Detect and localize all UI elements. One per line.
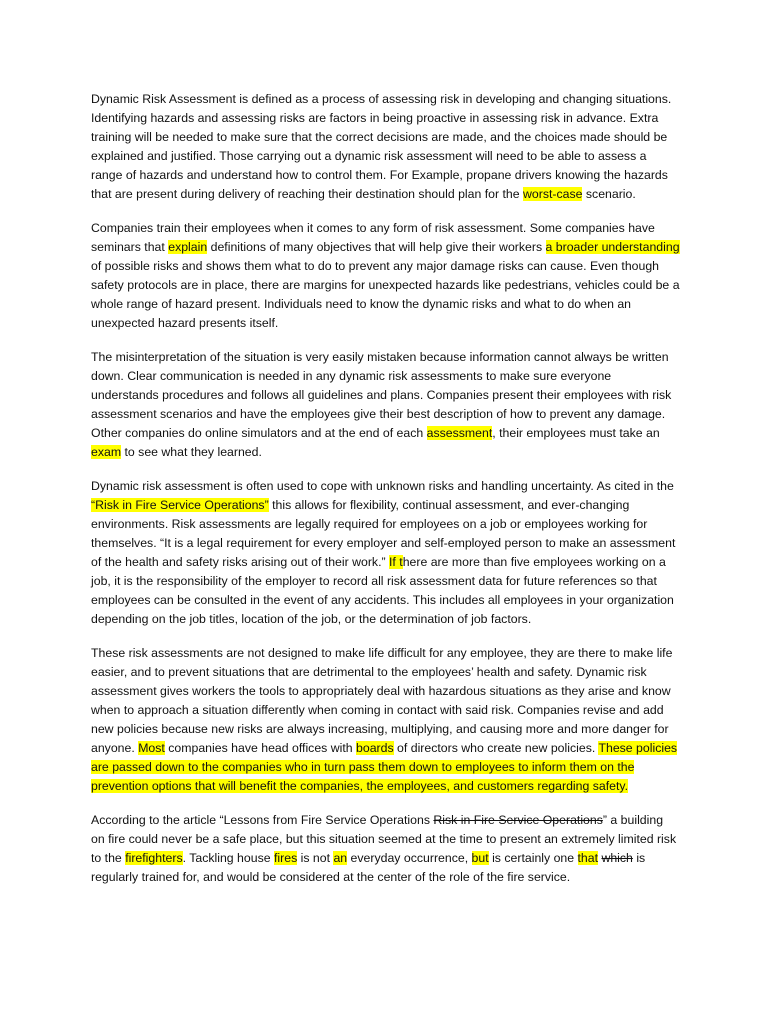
- highlighted-text: boards: [356, 741, 394, 755]
- highlighted-text: firefighters: [125, 851, 183, 865]
- text-run: this allows for flexibility, continual assessment, and ever-changing environments. Risk assessments are legally required for employees on a job or employees working for themselves. “It is a legal requirement for every employer and self-employed person to make an assessment of the health and safety risks arising out of their work.”: [91, 498, 676, 569]
- text-run: Dynamic risk assessment is often used to cope with unknown risks and handling uncertainty. As cited in the: [91, 479, 674, 493]
- text-run: These risk assessments are not designed to make life difficult for any employee, they are there to make life easier, and to prevent situations that are detrimental to the employees’ health and safety. Dynamic risk assessment gives workers the tools to appropriately deal with hazardous situations as they arise and know when to approach a situation differently when coming in contact with said risk. Companies revise and add new policies because new risks are always increasing, multiplying, and causing more and more danger for anyone.: [91, 646, 673, 755]
- text-run: of possible risks and shows them what to do to prevent any major damage risks can cause. Even though safety protocols are in place, there are margins for unexpected hazards like pedestrians, vehicles could be a whole range of hazard present. Individuals need to know the dynamic risks and what to do when an unexpected hazard presents itself.: [91, 259, 680, 330]
- highlighted-text: an: [333, 851, 348, 865]
- text-run: Dynamic Risk Assessment is defined as a process of assessing risk in developing and changing situations. Identifying hazards and assessing risks are factors in being proactive in assessing risk in advance. Extra training will be needed to make sure that the correct decisions are made, and the choices made should be explained and justified. Those carrying out a dynamic risk assessment will need to be able to assess a range of hazards and understand how to control them. For Example, propane drivers knowing the hazards that are present during delivery of reaching their destination should plan for the: [91, 92, 672, 201]
- text-run: Companies train their employees when it comes to any form of risk assessment. Some companies have seminars that: [91, 221, 655, 254]
- highlighted-text: Most: [138, 741, 165, 755]
- text-run: is regularly trained for, and would be considered at the center of the role of the fire service.: [91, 851, 646, 884]
- highlighted-text: “Risk in Fire Service Operations”: [91, 498, 269, 512]
- text-run: is not: [297, 851, 334, 865]
- text-run: The misinterpretation of the situation is very easily mistaken because information cannot always be written down. Clear communication is needed in any dynamic risk assessments to make sure everyone understands procedures and follows all guidelines and plans. Companies present their employees with risk assessment scenarios and have the employees give their best description of how to prevent any damage. Other companies do online simulators and at the end of each: [91, 350, 672, 440]
- text-run: companies have head offices with: [164, 741, 357, 755]
- paragraph-5: [91, 644, 680, 796]
- paragraph-1: [91, 90, 680, 204]
- text-run: , their employees must take an: [492, 426, 660, 440]
- text-run: everyday occurrence,: [347, 851, 472, 865]
- text-run: scenario.: [582, 187, 636, 201]
- text-run: According to the article “Lessons from Fire Service Operations: [91, 813, 434, 827]
- text-run: here are more than five employees working on a job, it is the responsibility of the employer to record all risk assessment data for future references so that employees can be consulted in the event of any accidents. This includes all employees in your organization depending on the job titles, location of the job, or the determination of job factors.: [91, 555, 674, 626]
- struck-text: Risk in Fire Service Operations: [433, 813, 603, 827]
- paragraph-2: [91, 219, 680, 333]
- paragraph-4: [91, 477, 680, 629]
- highlighted-text: fires: [273, 851, 298, 865]
- text-run: is certainly one: [488, 851, 578, 865]
- highlighted-text: worst-case: [523, 187, 583, 201]
- paragraph-6: [91, 811, 680, 887]
- highlighted-text: a broader understanding: [545, 240, 680, 254]
- highlighted-text: but: [471, 851, 489, 865]
- highlighted-text: exam: [91, 445, 122, 459]
- paragraph-3: [91, 348, 680, 462]
- highlighted-text: assessment: [426, 426, 493, 440]
- text-run: ” a building on fire could never be a safe place, but this situation seemed at the time to present an extremely limited risk to the: [91, 813, 677, 865]
- highlighted-text: These policies are passed down to the companies who in turn pass them down to employees to inform them on the prevention options that will benefit the companies, the employees, and customers regarding safety.: [91, 741, 678, 793]
- text-run: definitions of many objectives that will help give their workers: [207, 240, 546, 254]
- struck-text: which: [601, 851, 633, 865]
- text-run: to see what they learned.: [121, 445, 262, 459]
- text-run: of directors who create new policies.: [393, 741, 599, 755]
- highlighted-text: explain: [168, 240, 208, 254]
- text-run: . Tackling house: [182, 851, 274, 865]
- highlighted-text: If t: [389, 555, 403, 569]
- highlighted-text: that: [577, 851, 599, 865]
